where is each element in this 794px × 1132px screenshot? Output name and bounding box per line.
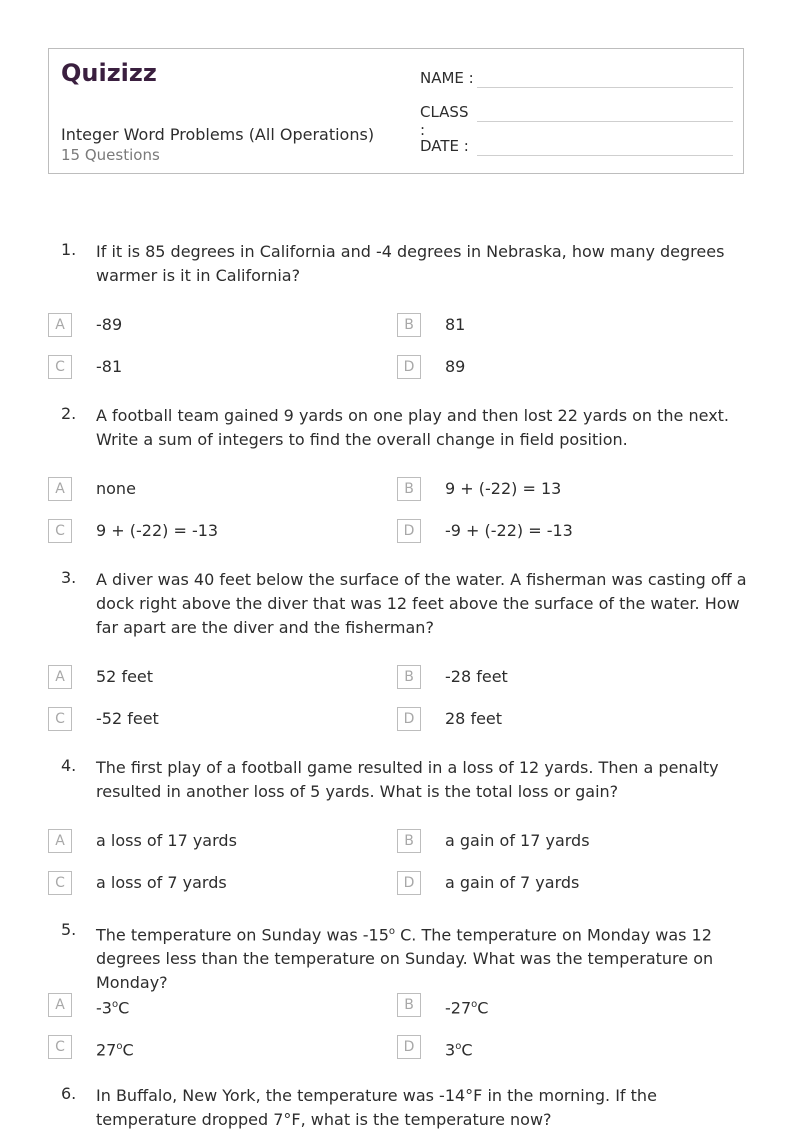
option-letter-box: C [48, 355, 72, 379]
question-text: If it is 85 degrees in California and -4 degrees in Nebraska, how many degrees warmer is it in California? [96, 242, 725, 285]
option-text: a gain of 17 yards [445, 831, 590, 850]
name-label: NAME : [420, 69, 474, 87]
option-text: 52 feet [96, 667, 154, 686]
name-line[interactable] [477, 87, 733, 88]
option-letter-box: D [397, 871, 421, 895]
question-text: A football team gained 9 yards on one play and then lost 22 yards on the next. Write a sum of integers to find the overall change in field position. [96, 406, 730, 449]
question-text-part: C. The temperature on Monday was 12 degrees less than the temperature on Sunday. What was the temperature on Monday? [96, 925, 714, 993]
option-text: -52 feet [96, 709, 159, 728]
option-letter-box: A [48, 829, 72, 853]
option-text: 9 + (-22) = 13 [445, 479, 562, 498]
option-letter-box: D [397, 707, 421, 731]
question-number: 4. [61, 756, 77, 775]
option-value: 27 [96, 1040, 117, 1060]
option-text: 28 feet [445, 709, 503, 728]
date-label: DATE : [420, 137, 469, 155]
option-text [445, 1035, 472, 1062]
option-letter-box: C [48, 707, 72, 731]
option-letter-box: C [48, 871, 72, 895]
option-text: 81 [445, 315, 466, 334]
option-letter-box: B [397, 993, 421, 1017]
option-unit: C [122, 1040, 134, 1060]
class-label: CLASS : [420, 103, 469, 139]
question-number: 1. [61, 240, 77, 259]
class-field[interactable] [420, 103, 476, 139]
question-number: 5. [61, 920, 77, 939]
option-letter-box: D [397, 355, 421, 379]
option-letter-box: C [48, 519, 72, 543]
worksheet-question-count: 15 Questions [61, 146, 160, 164]
question-number: 3. [61, 568, 77, 587]
option-letter-box: B [397, 477, 421, 501]
option-letter-box: D [397, 519, 421, 543]
option-letter-box: B [397, 829, 421, 853]
question-text: A diver was 40 feet below the surface of the water. A fisherman was casting off a dock right above the diver that was 12 feet above the surface of the water. How far apart are the diver and the fisherman? [96, 570, 747, 637]
degree-mark: o [455, 1041, 462, 1052]
option-text: -9 + (-22) = -13 [445, 521, 573, 540]
option-unit: C [461, 1040, 473, 1060]
class-line[interactable] [477, 121, 733, 122]
option-text: -81 [96, 357, 123, 376]
question-text [96, 920, 748, 995]
option-text [445, 993, 488, 1020]
option-unit: C [477, 998, 489, 1018]
option-text: 9 + (-22) = -13 [96, 521, 219, 540]
option-text: none [96, 479, 136, 498]
question-number: 2. [61, 404, 77, 423]
worksheet-title: Integer Word Problems (All Operations) [61, 125, 375, 144]
option-letter-box: A [48, 993, 72, 1017]
option-text: -89 [96, 315, 123, 334]
option-text: a loss of 17 yards [96, 831, 237, 850]
question-number: 6. [61, 1084, 77, 1103]
question-text: The first play of a football game resulted in a loss of 12 yards. Then a penalty resulted in another loss of 5 yards. What is the total loss or gain? [96, 758, 719, 801]
option-value: 3 [445, 1040, 456, 1060]
option-letter-box: A [48, 313, 72, 337]
option-text [96, 1035, 134, 1062]
option-text: 89 [445, 357, 466, 376]
option-text: a gain of 7 yards [445, 873, 580, 892]
date-line[interactable] [477, 155, 733, 156]
option-text: a loss of 7 yards [96, 873, 227, 892]
date-field[interactable] [420, 137, 476, 155]
option-letter-box: B [397, 313, 421, 337]
option-text: -28 feet [445, 667, 508, 686]
option-value: -3 [96, 998, 112, 1018]
option-letter-box: A [48, 665, 72, 689]
degree-mark: o [388, 926, 396, 937]
option-letter-box: B [397, 665, 421, 689]
option-text [96, 993, 129, 1020]
quizizz-logo: Quizizz [61, 59, 157, 87]
question-text: In Buffalo, New York, the temperature was -14°F in the morning. If the temperature dropped 7°F, what is the temperature now? [96, 1086, 657, 1129]
question-text-part: The temperature on Sunday was -15 [96, 925, 389, 945]
option-unit: C [118, 998, 130, 1018]
degree-mark: o [116, 1041, 123, 1052]
degree-mark: o [471, 999, 478, 1010]
name-field[interactable] [420, 69, 476, 87]
degree-mark: o [111, 999, 119, 1010]
option-value: -27 [445, 998, 472, 1018]
option-letter-box: C [48, 1035, 72, 1059]
option-letter-box: A [48, 477, 72, 501]
worksheet-header [48, 48, 744, 174]
option-letter-box: D [397, 1035, 421, 1059]
